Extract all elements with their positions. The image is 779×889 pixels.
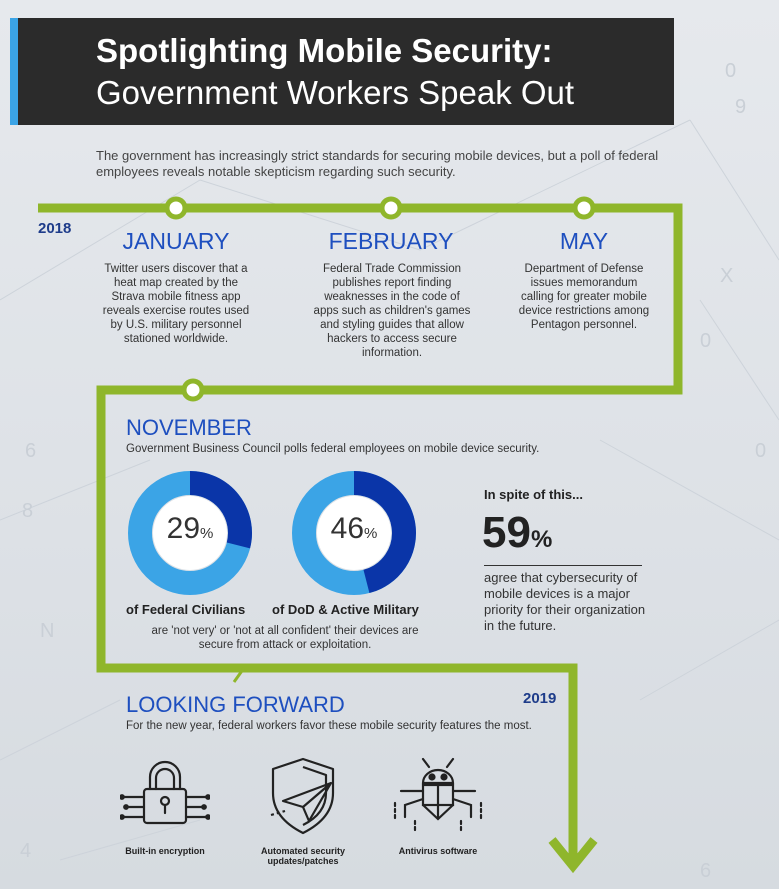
bg-glyph: 4 (20, 840, 32, 862)
feature-label-antivirus: Antivirus software (398, 846, 478, 856)
event-february-text: Federal Trade Commission publishes report finding weaknesses in the code of apps such as children's games and styling guides that allow hackers to access secure information. (313, 263, 471, 359)
lock-circuit-icon (120, 755, 210, 835)
spite-value: 59 (482, 508, 531, 557)
stat-suffix: % (364, 525, 378, 542)
month-may: MAY (559, 228, 609, 254)
bg-glyph: 0 (755, 440, 767, 462)
spite-heading: In spite of this... (484, 487, 583, 502)
spite-stat (482, 508, 552, 558)
month-february: FEBRUARY (328, 228, 454, 254)
intro-text: The government has increasingly strict standards for securing mobile devices, but a poll of federal employees reveals notable skepticism regarding such security. (96, 148, 659, 179)
looking-forward-subtitle: For the new year, federal workers favor these mobile security features the most. (126, 720, 532, 732)
feature-label-updates: Automated security updates/patches (260, 846, 346, 866)
bug-icon (393, 755, 483, 835)
timeline-node (167, 199, 185, 217)
stat-note: are 'not very' or 'not at all confident' their devices are secure from attack or exploitation. (151, 625, 419, 651)
november-subtitle: Government Business Council polls federal employees on mobile device security. (126, 443, 540, 455)
bg-glyph: 6 (700, 860, 712, 882)
stat-value: 29 (166, 512, 201, 545)
timeline-node (575, 199, 593, 217)
timeline-node (382, 199, 400, 217)
month-january: JANUARY (122, 228, 230, 254)
bg-glyph: 8 (22, 500, 34, 522)
stat-dod-military (291, 512, 417, 546)
event-may-text: Department of Defense issues memorandum calling for greater mobile device restrictions among Pentagon personnel. (518, 263, 650, 331)
bg-glyph: 9 (735, 96, 747, 118)
feature-label-encryption: Built-in encryption (125, 846, 205, 856)
bg-glyph: N (40, 620, 55, 642)
spite-suffix: % (530, 526, 553, 553)
spite-divider (484, 565, 642, 566)
looking-forward-title: LOOKING FORWARD (126, 692, 345, 717)
bg-glyph: 0 (700, 330, 712, 352)
bg-glyph: X (720, 265, 734, 287)
november-title: NOVEMBER (126, 415, 252, 440)
page-subtitle: Government Workers Speak Out (96, 74, 575, 111)
spite-text: agree that cybersecurity of mobile devices is a major priority for their organization in the future. (484, 570, 646, 633)
year-2019: 2019 (523, 690, 557, 707)
event-january-text: Twitter users discover that a heat map created by the Strava mobile fitness app reveals exercise routes used by U.S. military personnel stationed worldwide. (102, 263, 250, 345)
stat-federal-civilians (127, 512, 253, 546)
timeline-node (184, 381, 202, 399)
stat-label-dod-military: of DoD & Active Military (272, 602, 419, 617)
year-2018: 2018 (38, 220, 72, 237)
bg-glyph: 0 (725, 60, 737, 82)
shield-paper-plane-icon (263, 755, 343, 835)
page-title: Spotlighting Mobile Security: (96, 32, 553, 69)
stat-label-federal-civilians: of Federal Civilians (126, 602, 246, 617)
stat-suffix: % (200, 525, 214, 542)
stat-value: 46 (330, 512, 365, 545)
bg-glyph: 6 (25, 440, 37, 462)
